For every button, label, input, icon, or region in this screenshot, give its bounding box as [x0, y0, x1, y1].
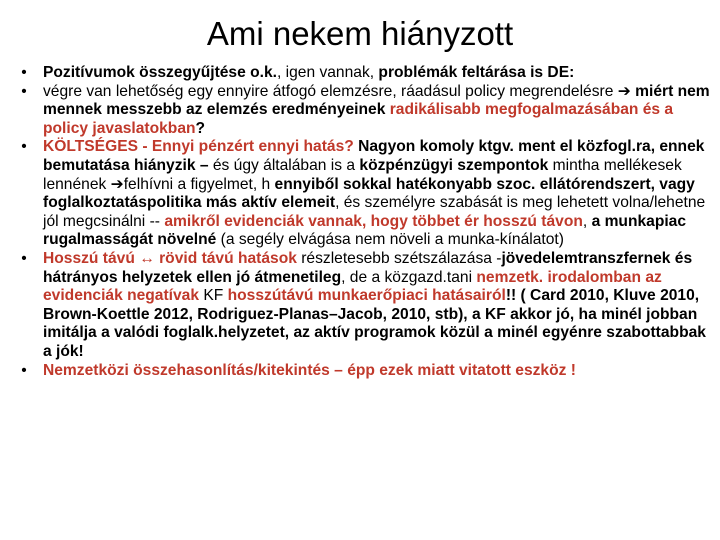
- text-span: mintha mellékesek lennének: [43, 156, 682, 193]
- text-span: és úgy általában is a: [208, 156, 360, 174]
- double-arrow-icon: ↔: [139, 249, 155, 267]
- text-span: a munkapiac rugalmasságát növelné: [43, 212, 687, 249]
- text-span: , igen vannak,: [276, 64, 379, 81]
- text-span: felhívni a figyelmet, h: [123, 175, 275, 193]
- text-span: amikről evidenciák vannak, hogy többet ér hosszú távon: [164, 212, 583, 230]
- bullet-list: [16, 64, 712, 380]
- slide-title: Ami nekem hiányzott: [206, 15, 514, 52]
- text-span: , és személyre szabását is meg lehetett volna/lehetne jól megcsinálni --: [43, 194, 706, 230]
- bullet-item: [16, 362, 712, 381]
- bullet-item: [16, 250, 712, 362]
- text-span: Nagyon komoly ktgv. ment el közfogl.ra, ennek bemutatása hiányzik –: [43, 138, 705, 174]
- bullet-icon: •: [21, 361, 27, 379]
- bullet-item: [16, 138, 712, 250]
- arrow-right-icon: ➔: [110, 175, 124, 193]
- text-span: miért nem mennek messzebb az elemzés eredményeinek: [43, 82, 710, 119]
- text-span: hosszútávú munkaerőpiaci hatásairól: [227, 287, 506, 305]
- text-span: ,: [582, 212, 592, 230]
- text-span: , de a közgazd.tani: [341, 268, 477, 286]
- text-span: jövedelemtranszfernek és hátrányos helyzetek ellen jó átmenetileg: [43, 249, 693, 286]
- bullet-icon: •: [21, 82, 27, 100]
- text-span: KF: [199, 287, 228, 305]
- text-span: rövid távú hatások: [154, 249, 297, 267]
- text-span: problémák feltárása is DE:: [378, 64, 575, 81]
- arrow-right-icon: ➔: [617, 82, 631, 100]
- text-span: (a segély elvágása nem növeli a munka-kínálatot): [216, 231, 564, 249]
- bullet-icon: •: [21, 64, 27, 81]
- bullet-icon: •: [21, 138, 27, 156]
- text-span: KÖLTSÉGES - Ennyi pénzért ennyi hatás?: [43, 138, 354, 156]
- text-span: Pozitívumok összegyűjtése o.k.: [43, 64, 277, 81]
- bullet-icon: •: [21, 249, 27, 267]
- text-span: ennyiből sokkal hatékonyabb szoc. ellátórendszert, vagy foglalkoztatáspolitika más aktív elemeit: [43, 175, 695, 212]
- bullet-item: [16, 83, 712, 139]
- text-span: Nemzetközi összehasonlítás/kitekintés – épp ezek miatt vitatott eszköz !: [43, 361, 576, 379]
- bullet-item: [16, 64, 712, 83]
- text-span: ?: [195, 119, 206, 137]
- text-span: Hosszú távú: [43, 249, 140, 267]
- text-span: részletesebb szétszálazása -: [296, 249, 502, 267]
- text-span: radikálisabb megfogalmazásában és a policy javaslatokban: [43, 101, 674, 137]
- text-span: közpénzügyi szempontok: [359, 156, 549, 174]
- text-span: nemzetk. irodalomban az evidenciák negatívak: [43, 268, 662, 305]
- text-span: végre van lehetőség egy ennyire átfogó elemzésre, ráadásul policy megrendelésre: [43, 82, 618, 100]
- text-span: !! ( Card 2010, Kluve 2010, Brown-Koettle 2012, Rodriguez-Planas–Jacob, 2010, stb), a KF akkor jó, ha minél jobban imitálja a valódi foglalk.helyzetet, az aktív programok közül a minél egyénre szabottabbak a jók!: [43, 287, 706, 360]
